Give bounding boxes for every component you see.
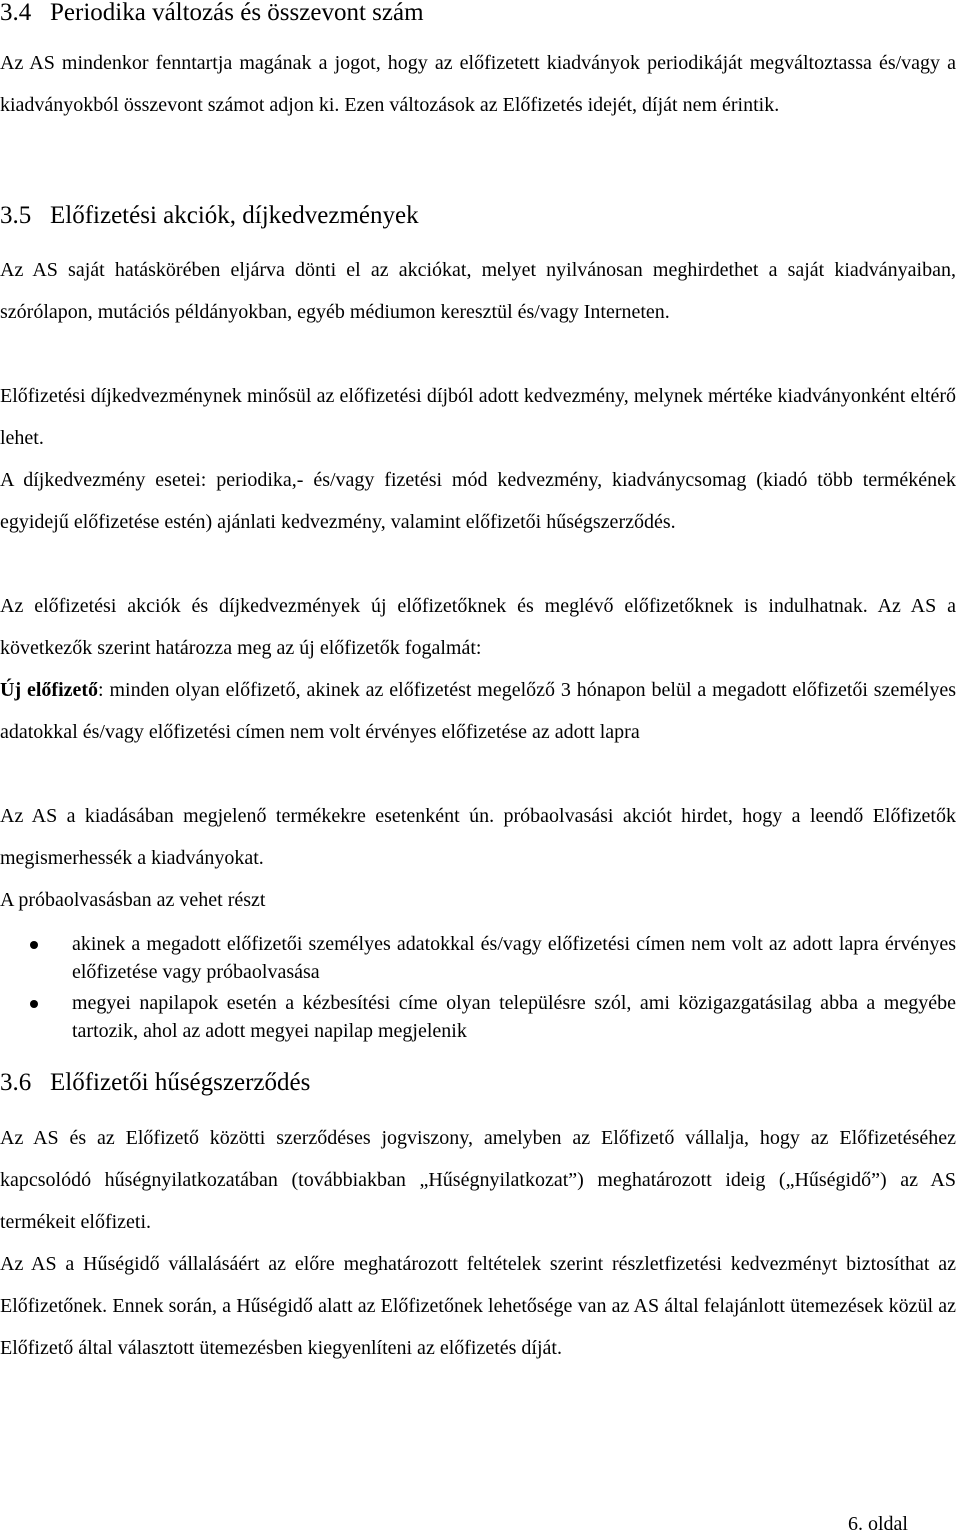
section-number: 3.4: [0, 0, 32, 26]
paragraph: Az AS mindenkor fenntartja magának a jogot, hogy az előfizetett kiadványok periodikáját megváltoztassa és/vagy a kiadványokból összevont számot adjon ki. Ezen változások az Előfizetés idejét, díját nem érintik.: [0, 52, 956, 116]
bullet-icon: [30, 941, 38, 949]
definition-text: : minden olyan előfizető, akinek az előfizetést megelőző 3 hónapon belül a megadott előfizetői személyes adatokkal és/vagy előfizetési címen nem volt érvényes előfizetése az adott lapra: [0, 679, 956, 743]
bullet-icon: [30, 1000, 38, 1008]
paragraph: Előfizetési díjkedvezménynek minősül az előfizetési díjból adott kedvezmény, melynek mértéke kiadványonként eltérő lehet.: [0, 385, 956, 449]
bullet-list: [0, 930, 956, 1048]
list-item: [0, 930, 956, 986]
paragraph: Az AS saját hatáskörében eljárva dönti el az akciókat, melyet nyilvánosan meghirdethet a saját kiadványaiban, szórólapon, mutációs példányokban, egyéb médiumon keresztül és/vagy Interneten.: [0, 259, 956, 323]
section-title: Periodika változás és összevont szám: [50, 0, 424, 26]
section-number: 3.5: [0, 202, 32, 229]
list-item-text: megyei napilapok esetén a kézbesítési címe olyan településre szól, ami közigazgatásilag abba a megyébe tartozik, ahol az adott megyei napilap megjelenik: [72, 992, 956, 1042]
section-number: 3.6: [0, 1069, 32, 1096]
list-item-text: akinek a megadott előfizetői személyes adatokkal és/vagy előfizetési címen nem volt az adott lapra érvényes előfizetése vagy próbaolvasása: [72, 933, 956, 983]
paragraph: Az AS a Hűségidő vállalásáért az előre meghatározott feltételek szerint részletfizetési kedvezményt biztosíthat az Előfizetőnek. Ennek során, a Hűségidő alatt az Előfizetőnek lehetősége van az AS által felajánlott ütemezések közül az Előfizető által választott ütemezésben kiegyenlíteni az előfizetés díját.: [0, 1253, 956, 1359]
paragraph: A díjkedvezmény esetei: periodika,- és/vagy fizetési mód kedvezmény, kiadványcsomag (kiadó több termékének egyidejű előfizetése estén) ajánlati kedvezmény, valamint előfizetői hűségszerződés.: [0, 469, 956, 533]
section-title: Előfizetési akciók, díjkedvezmények: [50, 202, 419, 229]
definition-term: Új előfizető: [0, 679, 99, 701]
section-heading-3-6: [0, 1068, 310, 1098]
paragraph: Az előfizetési akciók és díjkedvezmények új előfizetőknek és meglévő előfizetőknek is indulhatnak. Az AS a következők szerint határozza meg az új előfizetők fogalmát:: [0, 595, 956, 659]
section-title: Előfizetői hűségszerződés: [50, 1069, 311, 1096]
list-item: [0, 989, 956, 1045]
definition-paragraph: [0, 669, 956, 753]
paragraph: Az AS a kiadásában megjelenő termékekre esetenként ún. próbaolvasási akciót hirdet, hogy a leendő Előfizetők megismerhessék a kiadványokat.: [0, 805, 956, 869]
page-number: 6. oldal: [848, 1513, 908, 1535]
paragraph: Az AS és az Előfizető közötti szerződéses jogviszony, amelyben az Előfizető vállalja, hogy az Előfizetéséhez kapcsolódó hűségnyilatkozatában (továbbiakban „Hűségnyilatkozat”) meghatározott ideig („Hűségidő”) az AS termékeit előfizeti.: [0, 1127, 956, 1233]
section-heading-3-5: [0, 201, 419, 231]
section-heading-3-4: [0, 0, 424, 28]
paragraph: A próbaolvasásban az vehet részt: [0, 889, 266, 911]
